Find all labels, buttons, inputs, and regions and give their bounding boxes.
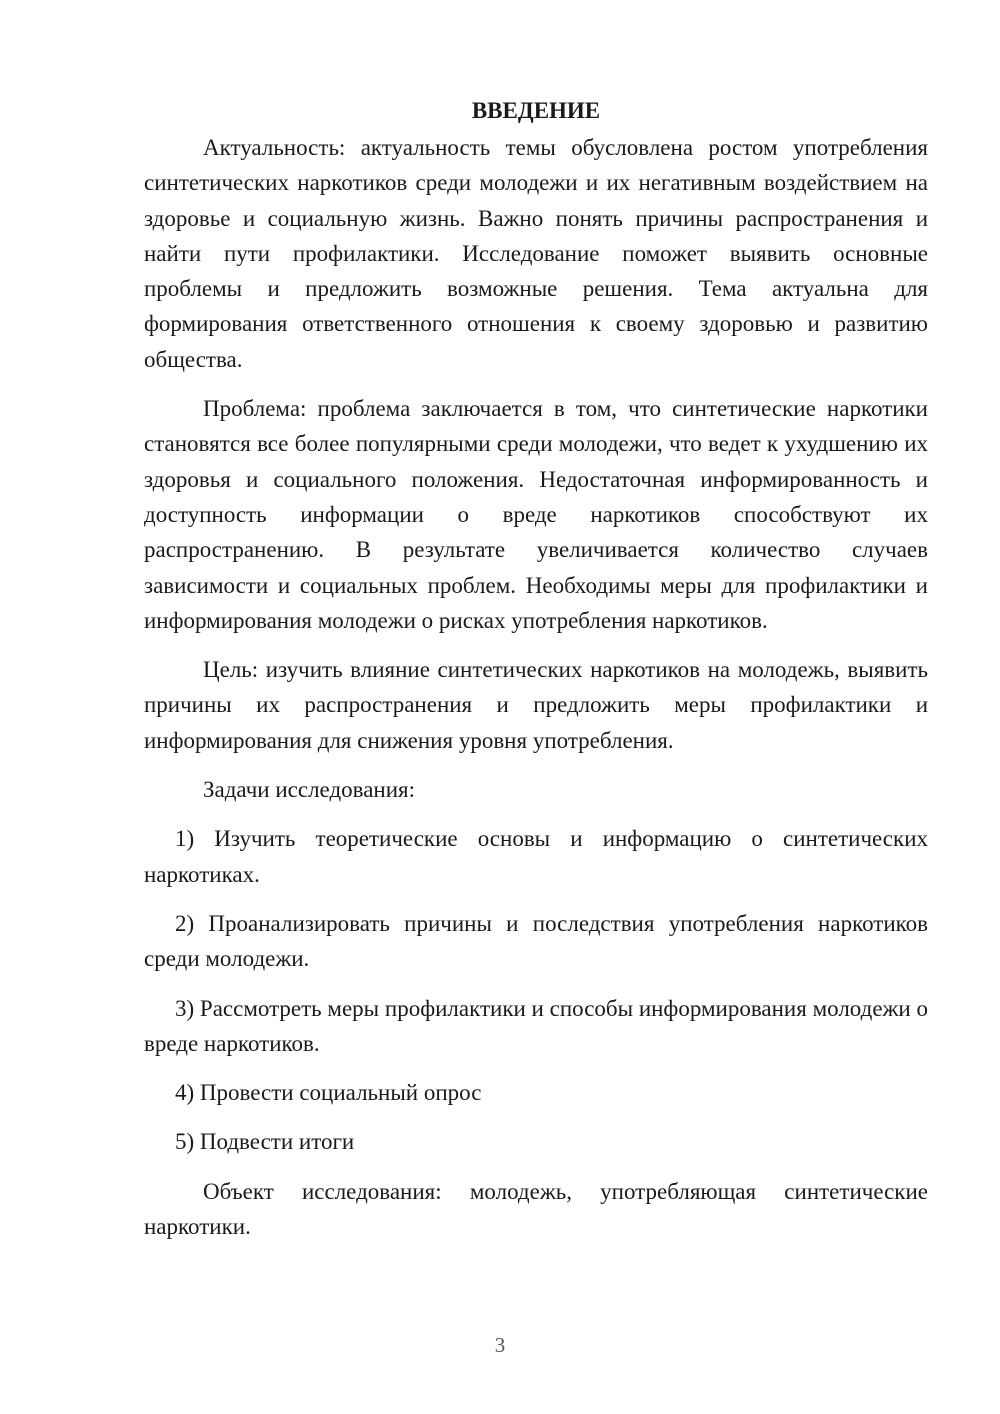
relevance-paragraph: Актуальность: актуальность темы обусловлена ростом употребления синтетических наркотиков среди молодежи и их негативным воздействием на здоровье и социальную жизнь. Важно понять причины распространения и найти пути профилактики. Исследование поможет выявить основные проблемы и предложить возможные решения. Тема актуальна для формирования ответственного отношения к своему здоровью и развитию общества. xyxy=(144,135,928,372)
task-item-3: 3) Рассмотреть меры профилактики и способы информирования молодежи о вреде наркотиков. xyxy=(144,995,928,1056)
object-paragraph: Объект исследования: молодежь, употребляющая синтетические наркотики. xyxy=(144,1178,928,1240)
page-content xyxy=(144,96,928,1258)
task-item-2: 2) Проанализировать причины и последствия употребления наркотиков среди молодежи. xyxy=(144,910,928,972)
task-item-4: 4) Провести социальный опрос xyxy=(175,1080,482,1106)
section-title: ВВЕДЕНИЕ xyxy=(471,98,601,123)
goal-paragraph: Цель: изучить влияние синтетических наркотиков на молодежь, выявить причины их распространения и предложить меры профилактики и информирования для снижения уровня употребления. xyxy=(144,657,928,753)
task-item-5: 5) Подвести итоги xyxy=(175,1129,355,1155)
page-number: 3 xyxy=(494,1333,506,1357)
tasks-heading: Задачи исследования: xyxy=(203,777,416,803)
problem-paragraph: Проблема: проблема заключается в том, что синтетические наркотики становятся все более популярными среди молодежи, что ведет к ухудшению их здоровья и социального положения. Недостаточная информированность и доступность информации о вреде наркотиков способствуют их распространению. В результате увеличивается количество случаев зависимости и социальных проблем. Необходимы меры для профилактики и информирования молодежи о рисках употребления наркотиков. xyxy=(144,396,928,633)
task-item-1: 1) Изучить теоретические основы и информацию о синтетических наркотиках. xyxy=(144,826,928,887)
